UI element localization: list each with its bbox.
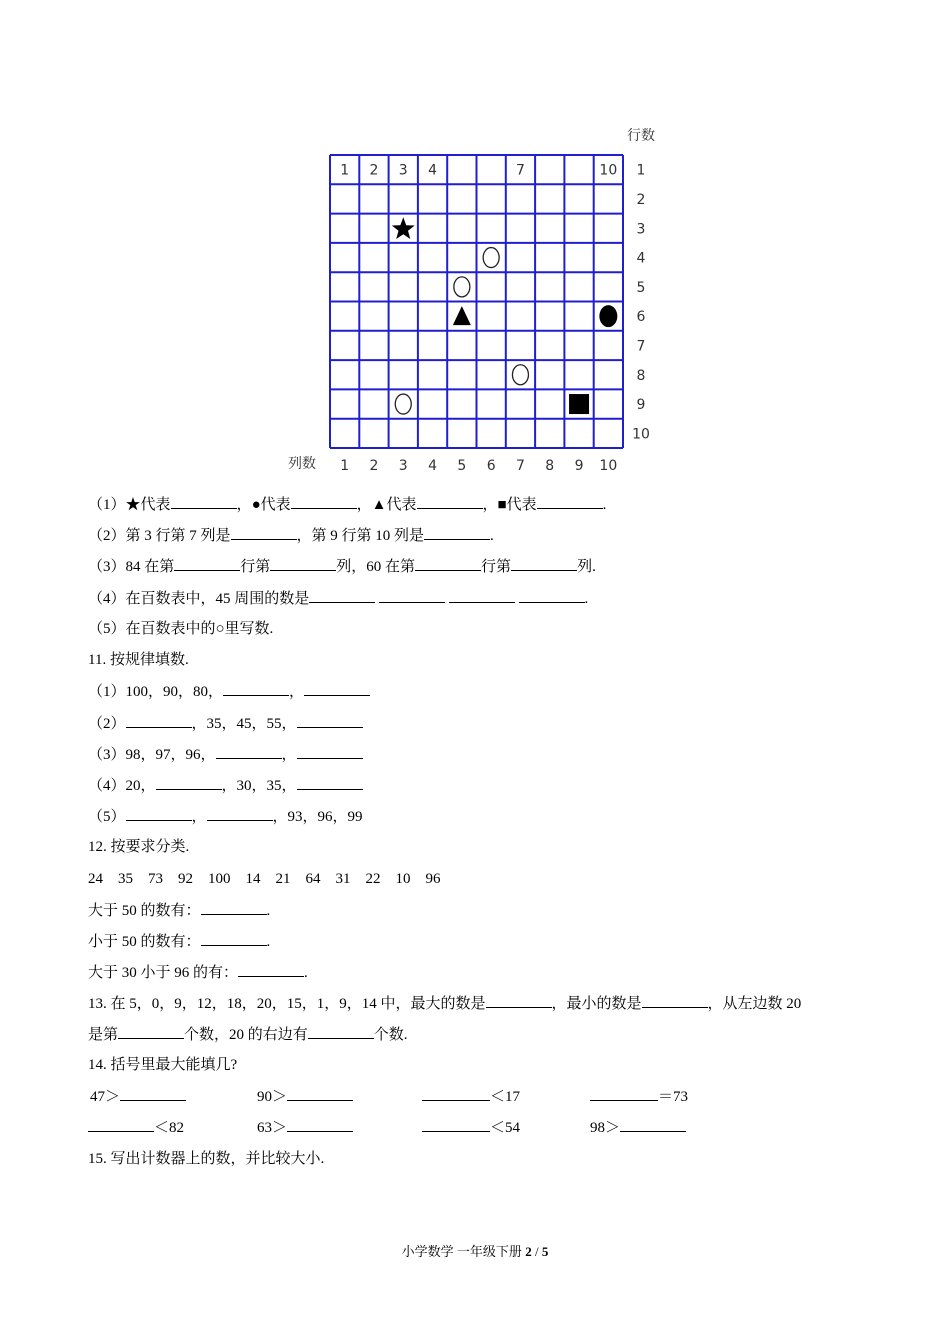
row-number-label: 10	[632, 426, 650, 443]
answer-blank[interactable]	[424, 525, 490, 540]
q10-part2: （2）第 3 行第 7 列是 ，第 9 行第 10 列是 .	[88, 525, 494, 546]
col-number-label: 5	[457, 458, 467, 474]
q14-item: 98＞	[590, 1117, 686, 1138]
filled-square-icon	[569, 394, 589, 414]
filled-square-icon: ■	[497, 497, 507, 513]
col-number-label: 1	[340, 458, 350, 474]
answer-blank[interactable]	[270, 556, 336, 571]
col-axis-label: 列数	[288, 456, 316, 472]
q14-item: ＜54	[422, 1117, 520, 1138]
q13-line2: 是第 个数，20 的右边有 个数.	[88, 1024, 408, 1045]
filled-circle-icon	[599, 305, 617, 327]
answer-blank[interactable]	[309, 588, 375, 603]
grid-cell-number: 7	[515, 162, 525, 179]
q14-item: 63＞	[257, 1117, 353, 1138]
q11-part5: （5） ， ，93，96，99	[88, 806, 363, 827]
q12-title: 12. 按要求分类.	[88, 839, 190, 855]
answer-blank[interactable]	[174, 556, 240, 571]
page-total: 5	[541, 1244, 549, 1259]
answer-blank[interactable]	[620, 1117, 686, 1132]
hollow-circle-icon	[483, 248, 499, 268]
row-number-label: 3	[636, 221, 646, 238]
page-footer: 小学数学 一年级下册 2 / 5	[401, 1244, 549, 1259]
grid-cell-number: 1	[340, 162, 350, 179]
grid-cell-number: 4	[428, 162, 438, 179]
row-number-label: 7	[636, 338, 646, 355]
q11-part3: （3）98，97，96， ，	[88, 744, 363, 765]
q14-item: 47＞	[90, 1086, 186, 1107]
col-number-label: 3	[398, 458, 408, 474]
answer-blank[interactable]	[207, 806, 273, 821]
q14-item: ＝73	[590, 1086, 688, 1107]
answer-blank[interactable]	[511, 556, 577, 571]
row-axis-label: 行数	[627, 128, 655, 144]
answer-blank[interactable]	[642, 993, 708, 1008]
answer-blank[interactable]	[379, 588, 445, 603]
star-icon	[392, 217, 415, 239]
answer-blank[interactable]	[519, 588, 585, 603]
answer-blank[interactable]	[449, 588, 515, 603]
answer-blank[interactable]	[308, 1024, 374, 1039]
q14-item: ＜82	[88, 1117, 184, 1138]
q11-title: 11. 按规律填数.	[88, 652, 189, 668]
triangle-icon: ▲	[371, 497, 387, 513]
grid-cell-number: 10	[599, 162, 618, 179]
answer-blank[interactable]	[287, 1086, 353, 1101]
row-number-label: 6	[636, 309, 646, 326]
answer-blank[interactable]	[297, 744, 363, 759]
answer-blank[interactable]	[201, 900, 267, 915]
answer-blank[interactable]	[238, 962, 304, 977]
answer-blank[interactable]	[126, 806, 192, 821]
q11-part1: （1）100，90，80， ，	[88, 681, 370, 702]
col-number-label: 2	[369, 458, 379, 474]
answer-blank[interactable]	[126, 713, 192, 728]
answer-blank[interactable]	[422, 1086, 490, 1101]
page-number: 2	[525, 1244, 532, 1259]
grid-svg	[280, 118, 670, 478]
hundred-grid-figure	[280, 118, 670, 478]
q13-line1: 13. 在 5，0，9，12，18，20，15，1，9，14 中，最大的数是 ，最小的数是 ，从左边数 20	[88, 993, 801, 1014]
answer-blank[interactable]	[156, 775, 222, 790]
q10-part1: （1）★代表 ，●代表 ，▲代表 ，■代表 .	[88, 494, 606, 515]
answer-blank[interactable]	[304, 681, 370, 696]
answer-blank[interactable]	[291, 494, 357, 509]
row-number-label: 8	[636, 367, 646, 384]
answer-blank[interactable]	[287, 1117, 353, 1132]
answer-blank[interactable]	[590, 1086, 658, 1101]
hollow-circle-icon	[512, 365, 528, 385]
grid-cell-number: 3	[398, 162, 408, 179]
hollow-circle-icon	[454, 277, 470, 297]
answer-blank[interactable]	[223, 681, 289, 696]
answer-blank[interactable]	[415, 556, 481, 571]
answer-blank[interactable]	[422, 1117, 490, 1132]
triangle-icon	[453, 306, 471, 325]
q14-title: 14. 括号里最大能填几?	[88, 1057, 238, 1073]
q14-item: 90＞	[257, 1086, 353, 1107]
q10-part3: （3）84 在第 行第 列，60 在第 行第 列.	[88, 556, 596, 577]
col-number-label: 10	[599, 458, 618, 474]
col-number-label: 7	[515, 458, 525, 474]
answer-blank[interactable]	[118, 1024, 184, 1039]
answer-blank[interactable]	[297, 713, 363, 728]
hollow-circle-icon	[395, 394, 411, 414]
col-number-label: 4	[428, 458, 438, 474]
star-icon: ★	[125, 497, 141, 513]
q10-part4: （4）在百数表中，45 周围的数是 .	[88, 588, 588, 609]
q10-part5: （5）在百数表中的○里写数.	[88, 621, 274, 637]
q14-item: ＜17	[422, 1086, 520, 1107]
row-number-label: 5	[636, 279, 646, 296]
row-number-label: 9	[636, 397, 646, 414]
answer-blank[interactable]	[120, 1086, 186, 1101]
q11-part4: （4）20， ，30，35，	[88, 775, 363, 796]
col-number-label: 6	[486, 458, 496, 474]
answer-blank[interactable]	[297, 775, 363, 790]
q12-line2: 小于 50 的数有： .	[88, 931, 270, 952]
answer-blank[interactable]	[201, 931, 267, 946]
q11-part2: （2） ，35，45，55，	[88, 713, 363, 734]
answer-blank[interactable]	[88, 1117, 154, 1132]
answer-blank[interactable]	[486, 993, 552, 1008]
filled-circle-icon: ●	[251, 497, 261, 513]
row-number-label: 1	[636, 162, 646, 179]
col-number-label: 8	[545, 458, 555, 474]
row-number-label: 4	[636, 250, 646, 267]
q12-numbers: 24 35 73 92 100 14 21 64 31 22 10 96	[88, 871, 441, 887]
col-number-label: 9	[574, 458, 584, 474]
answer-blank[interactable]	[417, 494, 483, 509]
answer-blank[interactable]	[537, 494, 603, 509]
grid-cell-number: 2	[369, 162, 379, 179]
row-number-label: 2	[636, 191, 646, 208]
q12-line3: 大于 30 小于 96 的有： .	[88, 962, 308, 983]
answer-blank[interactable]	[231, 525, 297, 540]
q12-line1: 大于 50 的数有： .	[88, 900, 270, 921]
answer-blank[interactable]	[171, 494, 237, 509]
answer-blank[interactable]	[216, 744, 282, 759]
q15-title: 15. 写出计数器上的数，并比较大小.	[88, 1151, 325, 1167]
